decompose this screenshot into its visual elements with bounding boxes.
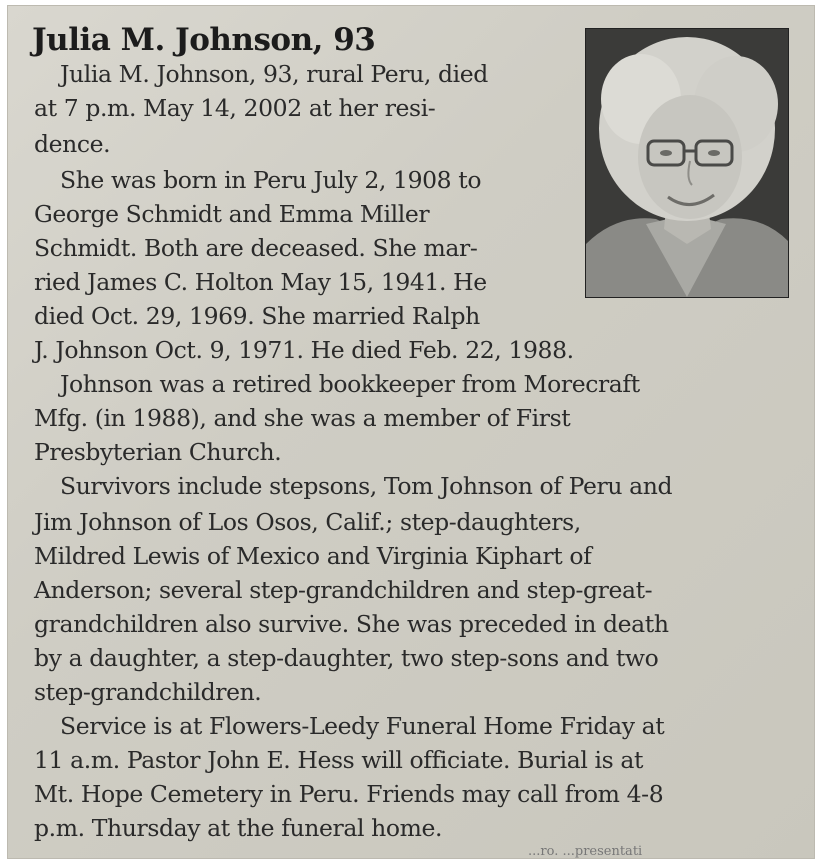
text-line: p.m. Thursday at the funeral home. [34,814,443,842]
text-line: 11 a.m. Pastor John E. Hess will officiate. Burial is at [34,746,644,774]
text-line: She was born in Peru July 2, 1908 to [60,166,482,194]
obituary-headline: Julia M. Johnson, 93 [32,22,376,58]
text-line: George Schmidt and Emma Miller [34,200,430,228]
text-line: Jim Johnson of Los Osos, Calif.; step-daughters, [34,508,581,536]
text-line: Service is at Flowers-Leedy Funeral Home Friday at [60,712,665,740]
text-line: Mfg. (in 1988), and she was a member of First [34,404,571,432]
text-line: Survivors include stepsons, Tom Johnson of Peru and [60,472,673,500]
cut-off-text-fragment: ...ro. ...presentati [528,844,643,858]
text-line: ried James C. Holton May 15, 1941. He [34,268,487,296]
text-line: by a daughter, a step-daughter, two step-sons and two [34,644,659,672]
text-line: Presbyterian Church. [34,438,282,466]
text-line: Johnson was a retired bookkeeper from Morecraft [60,370,640,398]
text-line: Mt. Hope Cemetery in Peru. Friends may call from 4-8 [34,780,664,808]
newspaper-clipping [8,6,814,858]
portrait-photo-drawing [586,29,788,297]
text-line: step-grandchildren. [34,678,262,706]
text-line: Anderson; several step-grandchildren and step-great- [34,576,653,604]
text-line: dence. [34,130,111,158]
text-line: Mildred Lewis of Mexico and Virginia Kiphart of [34,542,592,570]
text-line: J. Johnson Oct. 9, 1971. He died Feb. 22, 1988. [34,336,574,364]
text-line: Julia M. Johnson, 93, rural Peru, died [60,60,488,88]
text-line: Schmidt. Both are deceased. She mar- [34,234,478,262]
text-line: died Oct. 29, 1969. She married Ralph [34,302,480,330]
portrait-photo-icon [585,28,789,298]
text-line: grandchildren also survive. She was preceded in death [34,610,669,638]
text-line: at 7 p.m. May 14, 2002 at her resi- [34,94,436,122]
